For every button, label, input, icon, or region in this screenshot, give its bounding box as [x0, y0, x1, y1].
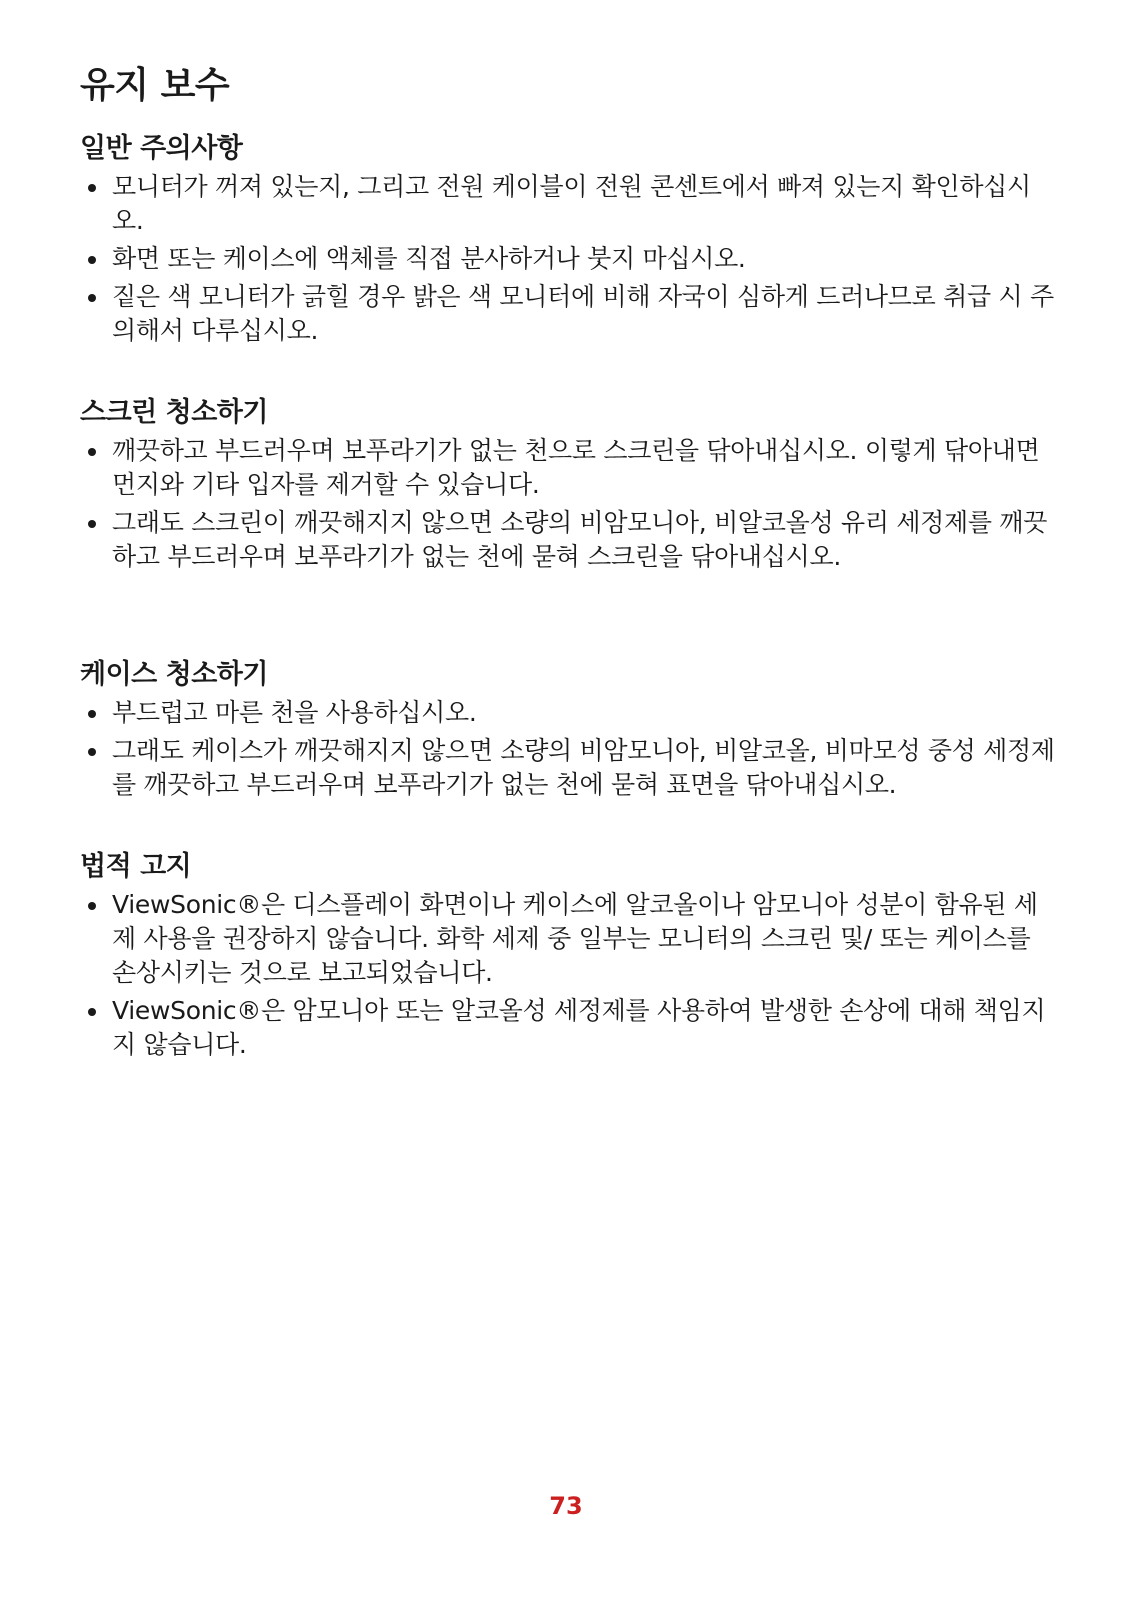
bullet-list: [80, 888, 1060, 1062]
list-item: [80, 280, 1060, 348]
page-title: 유지 보수: [80, 65, 230, 106]
section-heading: 일반 주의사항: [80, 133, 243, 164]
bullet-icon: [88, 184, 96, 192]
list-item-text: 짙은 색 모니터가 긁힐 경우 밝은 색 모니터에 비해 자국이 심하게 드러나므로 취급 시 주의해서 다루십시오.: [112, 281, 1054, 345]
bullet-icon: [88, 902, 96, 910]
bullet-icon: [88, 448, 96, 456]
list-item: [80, 696, 1060, 730]
list-item: [80, 994, 1060, 1062]
section-legal-notice: [80, 850, 1060, 1066]
list-item: [80, 734, 1060, 802]
list-item-text: 깨끗하고 부드러우며 보푸라기가 없는 천으로 스크린을 닦아내십시오. 이렇게 닦아내면 먼지와 기타 입자를 제거할 수 있습니다.: [112, 435, 1040, 499]
list-item: [80, 242, 1060, 276]
bullet-icon: [88, 748, 96, 756]
list-item: [80, 170, 1060, 238]
list-item-text: 그래도 케이스가 깨끗해지지 않으면 소량의 비암모니아, 비알코올, 비마모성 중성 세정제를 깨끗하고 부드러우며 보푸라기가 없는 천에 묻혀 표면을 닦아내십시오.: [112, 735, 1055, 799]
list-item-text: 모니터가 꺼져 있는지, 그리고 전원 케이블이 전원 콘센트에서 빠져 있는지 확인하십시오.: [112, 171, 1031, 235]
list-item-text: ViewSonic®은 디스플레이 화면이나 케이스에 알코올이나 암모니아 성분이 함유된 세제 사용을 권장하지 않습니다. 화학 세제 중 일부는 모니터의 스크린 및/ 또는 케이스를 손상시키는 것으로 보고되었습니다.: [112, 889, 1038, 987]
bullet-icon: [88, 294, 96, 302]
section-general-precautions: [80, 132, 1060, 352]
bullet-icon: [88, 520, 96, 528]
list-item: [80, 434, 1060, 502]
list-item: [80, 888, 1060, 990]
section-heading: 법적 고지: [80, 851, 192, 882]
section-screen-cleaning: [80, 396, 1060, 578]
bullet-list: [80, 170, 1060, 348]
page-number: 73: [549, 1492, 583, 1520]
bullet-icon: [88, 256, 96, 264]
bullet-icon: [88, 710, 96, 718]
bullet-list: [80, 696, 1060, 802]
list-item-text: 그래도 스크린이 깨끗해지지 않으면 소량의 비암모니아, 비알코올성 유리 세정제를 깨끗하고 부드러우며 보푸라기가 없는 천에 묻혀 스크린을 닦아내십시오.: [112, 507, 1048, 571]
section-heading: 케이스 청소하기: [80, 659, 268, 690]
list-item-text: 부드럽고 마른 천을 사용하십시오.: [112, 697, 477, 727]
bullet-list: [80, 434, 1060, 574]
section-case-cleaning: [80, 658, 1060, 806]
list-item-text: 화면 또는 케이스에 액체를 직접 분사하거나 붓지 마십시오.: [112, 243, 746, 273]
section-heading: 스크린 청소하기: [80, 397, 268, 428]
list-item: [80, 506, 1060, 574]
list-item-text: ViewSonic®은 암모니아 또는 알코올성 세정제를 사용하여 발생한 손상에 대해 책임지지 않습니다.: [112, 995, 1046, 1059]
bullet-icon: [88, 1008, 96, 1016]
